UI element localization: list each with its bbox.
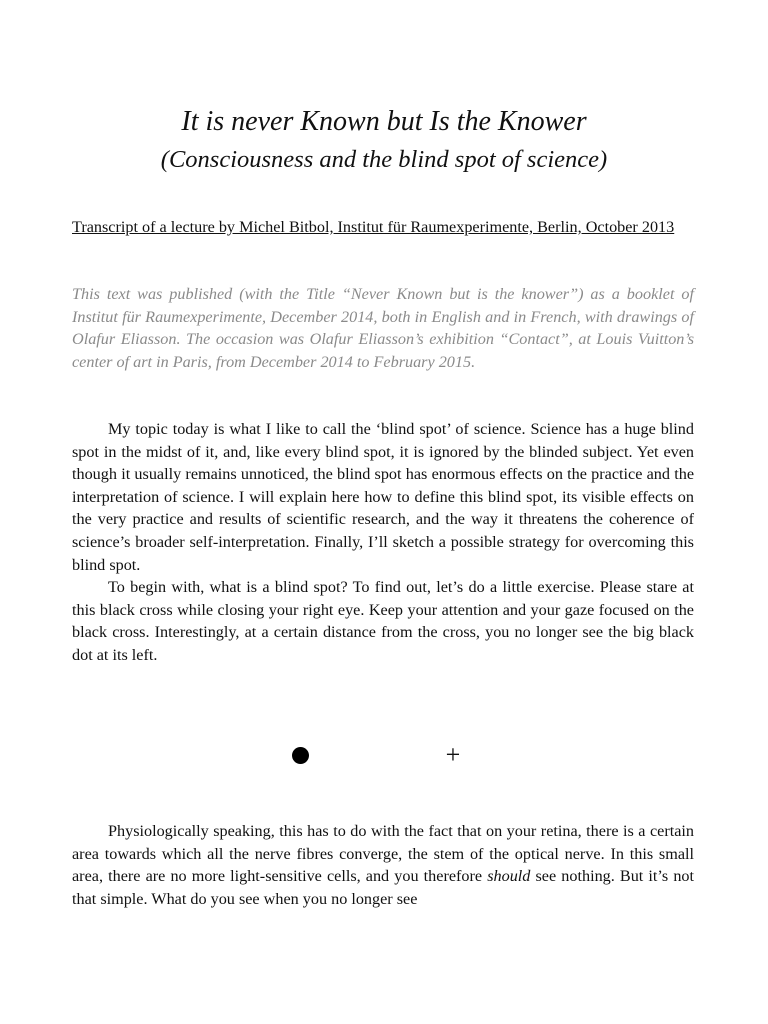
- blind-spot-cross: +: [445, 740, 461, 769]
- document-subtitle: (Consciousness and the blind spot of science): [160, 146, 608, 173]
- paragraph-2: To begin with, what is a blind spot? To find out, let’s do a little exercise. Please stare at this black cross while closing your right eye. Keep your attention and your gaze focused on the black cross. Interestingly, at a certain distance from the cross, you no longer see the big black dot at its left.: [72, 578, 694, 664]
- paragraph-3-text-before: Physiologically speaking, this has to do with the fact that on your retina, there is a certain area towards which all the nerve fibres converge, the stem of the optical nerve. In this small area, there are no more light-sensitive cells, and you therefore: [72, 822, 694, 886]
- blind-spot-dot: [292, 747, 309, 764]
- document-title: It is never Known but Is the Knower: [181, 106, 587, 137]
- paragraph-3: [72, 820, 694, 910]
- paragraph-1: My topic today is what I like to call the ‘blind spot’ of science. Science has a huge blind spot in the midst of it, and, like every blind spot, it is ignored by the blinded subject. Yet even though it usually remains unnoticed, the blind spot has enormous effects on the practice and the interpretation of science. I will explain here how to define this blind spot, its visible effects on the very practice and results of scientific research, and the way it threatens the coherence of science’s broader self-interpretation. Finally, I’ll sketch a possible strategy for overcoming this blind spot.: [72, 420, 694, 574]
- paragraph-3-text-after: see nothing. But it’s not that simple. What do you see when you no longer see: [72, 867, 695, 908]
- transcript-line: Transcript of a lecture by Michel Bitbol, Institut für Raumexperimente, Berlin, October 2013: [72, 218, 675, 236]
- paragraph-3-emphasis: should: [487, 867, 531, 886]
- publication-note: This text was published (with the Title “Never Known but is the knower”) as a booklet of Institut für Raumexperimente, December 2014, both in English and in French, with drawings of Olafur Eliasson. The occasion was Olafur Eliasson’s exhibition “Contact”, at Louis Vuitton’s center of art in Paris, from December 2014 to February 2015.: [72, 285, 694, 371]
